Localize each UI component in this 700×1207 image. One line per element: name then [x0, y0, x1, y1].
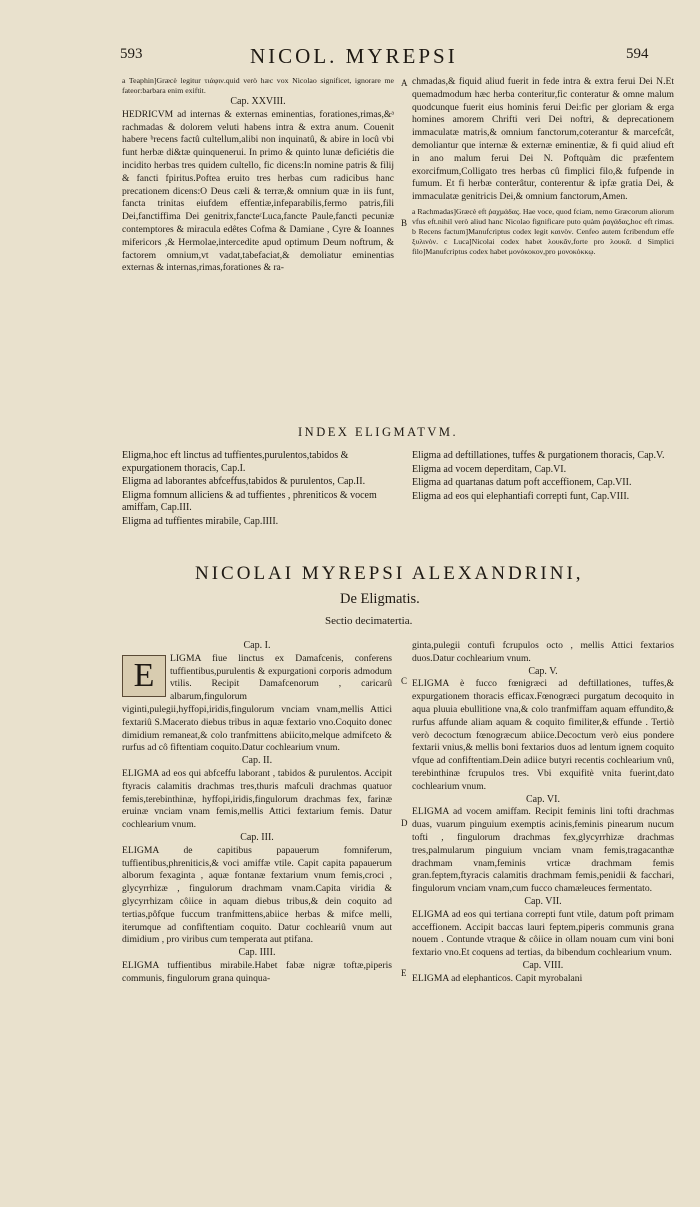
- paragraph-eligma-7: ELIGMA ad eos qui tertiana correpti funt vtile, datum poft primam acceffionem. Accipit baccas lauri feptem,piperis communis grana nouem . Contunde vtraque & côiice in ollam nouam cum vini boni fextario vno.Et coquens ad tertias, da bibendum cochlearium vnum.: [412, 908, 674, 959]
- section-subtitle: De Eligmatis.: [340, 591, 420, 607]
- caption-cap-8: Cap. VIII.: [522, 959, 564, 971]
- index-entry: Eligma ad tuffientes mirabile, Cap.IIII.: [122, 515, 279, 527]
- section-number: Sectio decimatertia.: [325, 615, 413, 627]
- index-entry: Eligma ad eos qui elephantiafi correpti funt, Cap.VIII.: [412, 490, 630, 502]
- paragraph-eligma-2: ELIGMA ad eos qui abfceffu laborant , tabidos & purulentos. Accipit ftyracis calamitis drachmas tres,thuris mafculi drachmas quatuor femis,terebinthinæ, hyffopi,iridis,fingulorum drachmas fex, farinæ eruinæ vnciam vnam femis,mellis Attici fextarium femis. Datur cochlearium vnum.: [122, 767, 392, 831]
- index-title: INDEX ELIGMATVM.: [298, 425, 459, 439]
- page-number-right: 594: [626, 46, 649, 62]
- upper-right-column: [412, 76, 674, 257]
- paragraph-continuation: ginta,pulegii contufi fcrupulos octo , mellis Attici fextarios duos.Datur cochlearium vnum.: [412, 640, 674, 664]
- index-entry: Eligma,hoc eft linctus ad tuffientes,purulentos,tabidos & expurgationem thoracis, Cap.I.: [122, 450, 349, 474]
- index-entry: Eligma ad quartanas datum poft acceffionem, Cap.VII.: [412, 477, 632, 488]
- margin-letter-d: D: [401, 818, 408, 828]
- paragraph-eligma-6: ELIGMA ad vocem amiffam. Recipit feminis lini tofti drachmas duas, vuarum pinguium exemptis acinis,feminis pinearum nucum tofti , fingulorum drachmas fex,glycyrrhizæ drachmas tres,palmularum pinguium vnciam vnam femis,tragacanthæ drachmam vnam,feminis vrticæ drachmam femis gran.feptem,ftyracis calamitis drachmam femis,penidii & facchari, fingulorum vnciam vnam,cum fucco chamæleuces fermentato.: [412, 806, 674, 895]
- index-entry: Eligma fomnum alliciens & ad tuffientes , phreniticos & vocem amiffam, Cap.III.: [122, 489, 377, 513]
- paragraph-eligma-3: ELIGMA de capitibus papauerum fomniferum, tuffientibus,phreniticis,& voci amiffæ vtile. Capit capita papauerum alborum fexaginta , aquæ fontanæ fextarium vnum femis,croci , glycyrrhizæ , fingulorum drachmam vnam.Capita viridia & glycyrrhizam côiice in aquam diebus tribus,& dein coquito ad tertias,pôfque fuccum tranfmittens,abiice herbas & mifce melli, iterumque ad confiftentiam coquito. Datur cochleariû vnum aut dimidium , pro viribus cum temperata aut ptifana.: [122, 844, 392, 946]
- lower-right-column: [412, 640, 674, 986]
- caption-cap-4: Cap. IIII.: [238, 947, 276, 959]
- caption-cap-5: Cap. V.: [528, 665, 558, 677]
- index-right-column: [412, 450, 674, 504]
- index-entry: Eligma ad deftillationes, tuffes & purgationem thoracis, Cap.V.: [412, 450, 665, 461]
- paragraph-eligma-5: ELIGMA è fucco fœnigræci ad deftillationes, tuffes,& expurgationem thoracis efficax.Fœnogræci purgatum decoquito in aqua pluuia ebullitione vna,& colo tranfmiffam aquam effundito,& rurfus affunde aliam aquam & coquito fimiliter,& effunde . Tertiò verò decoctum fœnogræcum abiice.Decoctum verò eius pondere fextarii vnius,& mellis boni fextarios duos ad lentum ignem coquito vfque ad confiftentiam.Dein adiice butyri recentis cochlearium vnû, terebinthinæ fcrupulos tres. Vbi exquifitè vnita fuerint,dato cochlearium vnum.: [412, 678, 674, 792]
- paragraph-hedricum: HEDRICVM ad internas & externas eminentias, forationes,rimas,&ᵃ rachmadas & dolorem veluti habens intra & extra anum. Couenit habere ᵇrecens factû cultellum,alibi non inquinatû, & abire in locû vbi funt herbæ di&tæ quinquenerui. In primo & quinto lunæ deficiétis die incidito herbas tres quidem cultello, fic dicens:In nomine patris & filij & fancti fpiritus.Poftea eruito tres herbas cum radicibus hanc precationem dicens:O Deus cæli & terræ,& omnium quæ in iis funt, fancta trinitas eiufdem effentiæ,infeparabilis,fermo patris,fili Dei,fanctiffima Dei genitrix,fancteᶜLuca,fancte Paule,fancti pecuniæ contemptores & miracula edêtes Cofma & Damiane , Cyre & Ioannes mifericors ,& Hermolae,intercedite apud optimum Deum noftrum, & factorem omnium,vt vadat,tabefaciat,& demoliatur eminentias externas & internas,rimas,forationes & ra-: [122, 108, 394, 274]
- running-header: [0, 42, 700, 72]
- caption-cap-7: Cap. VII.: [524, 895, 562, 907]
- caption-cap-2: Cap. II.: [241, 755, 273, 767]
- running-title: NICOL. MYREPSI: [250, 44, 458, 68]
- footnotes-rachmadas: a Rachmadas]Græcè eft ῥαχμάδας. Hae voce, quod fciam, nemo Græcorum aliorum vfus eft.nihil verò aliud hanc Nicolao fignificare puto quàm ῥαγάδας,hoc eft rimas. b Recens factum]Manufcriptus codex legit καινὸν. Cenfeo autem fcribendum effe ξυλινὸν. c Luca]Nicolai codex habet λουκᾶν,forte pro λουκᾶ. d Simplici filo]Manufcriptus codex habet μονόκοκον,pro μονοκόκκῳ.: [412, 206, 674, 256]
- margin-letter-b: B: [401, 218, 408, 228]
- paragraph-chmadas: chmadas,& fiquid aliud fuerit in fede intra & extra ferui Dei N.Et quemadmodum hæc herba conteritur,fic conteratur & omne malum quodcunque fuerit eius hominis ferui Dei:fic per gloriam & erga homines amorem Chrifti veri Dei noftri, & deprecationem immaculatæ matris,& omnium fanctorum,coterantur & marcefcât, demoliantur que internæ & externæ eminentiæ, & fi quid aliud eft in ano malum ferui Dei N. Poftquàm dic præfentem exorcifmum,Colligato tres herbas cû fimplici filo,& fufpende in fumum. Et fi herbæ conterâtur, conterentur & ipfæ gratia Dei, & immaculatæ genitricis Dei,& omnium fanctorum,Amen.: [412, 76, 674, 203]
- lower-left-column: [122, 640, 392, 986]
- index-left-column: [122, 450, 392, 529]
- paragraph-eligma-8: ELIGMA ad elephanticos. Capit myrobalani: [412, 972, 583, 984]
- upper-left-column: [122, 76, 394, 275]
- page-number-left: 593: [120, 46, 143, 62]
- index-entry: Eligma ad laborantes abfceffus,tabidos & purulentos, Cap.II.: [122, 476, 366, 487]
- caption-cap-3: Cap. III.: [240, 831, 274, 843]
- paragraph-eligma-4: ELIGMA tuffientibus mirabile.Habet fabæ nigræ toftæ,piperis communis, fingulorum grana quinqua-: [122, 959, 392, 984]
- margin-letter-e: E: [401, 968, 407, 978]
- footnote-teaphin: a Teaphin]Græcè legitur τιάφιν.quid verò hæc vox Nicolao significet, ignorare me fateor:barbara enim exiftit.: [122, 76, 394, 95]
- index-entry: Eligma ad vocem deperditam, Cap.VI.: [412, 463, 567, 475]
- paragraph-eligma-1: LIGMA fiue linctus ex Damafcenis, conferens tuffientibus,purulentis & expurgationi corporis admodum vtilis. Recipit Damafcenorum , caricarû albarum,fingulorum viginti,pulegii,hyffopi,iridis,fingulorum vnciam vnam,mellis Attici fextariû S.Macerato diebus tribus in aquæ fextario vno.Coquito donec dimidium remaneat,& colo tranfmittens abiicito,melque admifceto & rurfus ad cô fiftentiam coquito.Datur cochlearium vnum.: [122, 652, 392, 754]
- margin-letter-a: A: [401, 78, 408, 88]
- section-main-title: NICOLAI MYREPSI ALEXANDRINI,: [195, 563, 584, 584]
- margin-letter-c: C: [401, 676, 408, 686]
- caption-cap-28: Cap. XXVIII.: [230, 96, 286, 107]
- caption-cap-1: Cap. I.: [243, 640, 271, 651]
- caption-cap-6: Cap. VI.: [526, 793, 560, 805]
- decorated-initial: E: [122, 655, 166, 697]
